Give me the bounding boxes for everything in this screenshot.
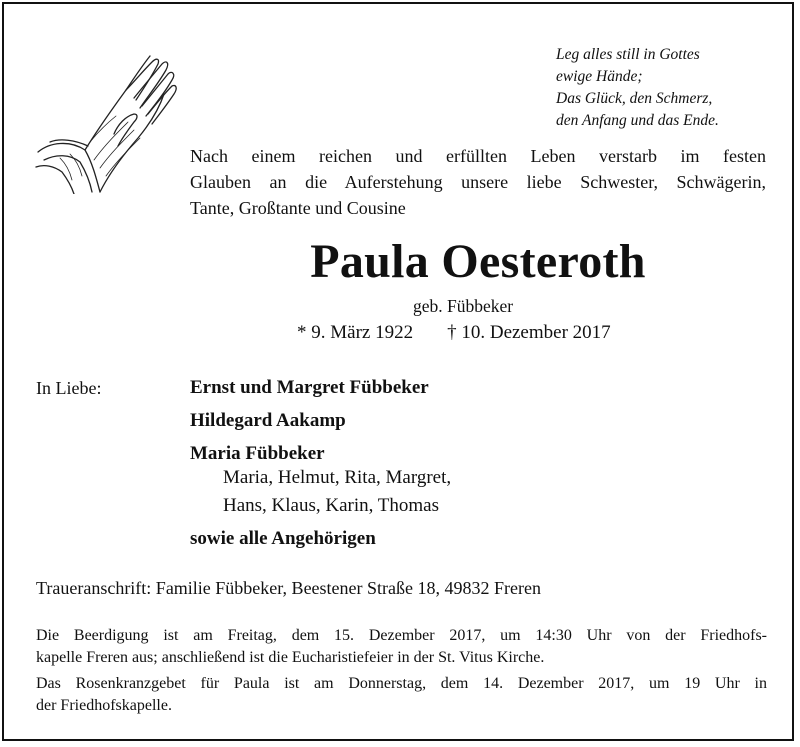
intro-line: Tante, Großtante und Cousine [190,198,406,218]
note-line: der Friedhofskapelle. [36,697,172,714]
poem-line: Leg alles still in Gottes [556,46,700,63]
mourner-line: sowie alle Angehörigen [190,528,376,549]
mourning-address: Traueranschrift: Familie Fübbeker, Beestener Straße 18, 49832 Freren [36,578,541,598]
funeral-notes [36,625,767,717]
death-date: † 10. Dezember 2017 [447,322,611,343]
poem-line: den Anfang und das Ende. [556,112,719,129]
mourner-line: Hildegard Aakamp [190,410,346,431]
mourner-line: Maria, Helmut, Rita, Margret, [223,467,452,488]
birth-name: geb. Fübbeker [413,296,514,316]
life-dates [297,322,611,344]
poem [556,44,719,132]
mourners-label: In Liebe: [36,378,102,398]
poem-line: ewige Hände; [556,68,643,85]
poem-line: Das Glück, den Schmerz, [556,90,713,107]
intro-text [190,143,766,221]
note-line: Das Rosenkranzgebet für Paula ist am Donnerstag, dem 14. Dezember 2017, um 19 Uhr in [36,675,767,692]
mourner-line: Hans, Klaus, Karin, Thomas [223,495,440,516]
praying-hands-icon [30,42,180,194]
intro-line: Nach einem reichen und erfüllten Leben verstarb im festen [190,146,766,166]
mourner-line: Ernst und Margret Fübbeker [190,377,429,398]
deceased-name: Paula Oesteroth [310,235,646,288]
note-line: Die Beerdigung ist am Freitag, dem 15. Dezember 2017, um 14:30 Uhr von der Friedhofs- [36,627,767,644]
mourner-line: Maria Fübbeker [190,443,325,464]
note-line: kapelle Freren aus; anschließend ist die Eucharistiefeier in der St. Vitus Kirche. [36,649,545,666]
intro-line: Glauben an die Auferstehung unsere liebe Schwester, Schwägerin, [190,172,766,192]
birth-date: * 9. März 1922 [297,322,414,343]
